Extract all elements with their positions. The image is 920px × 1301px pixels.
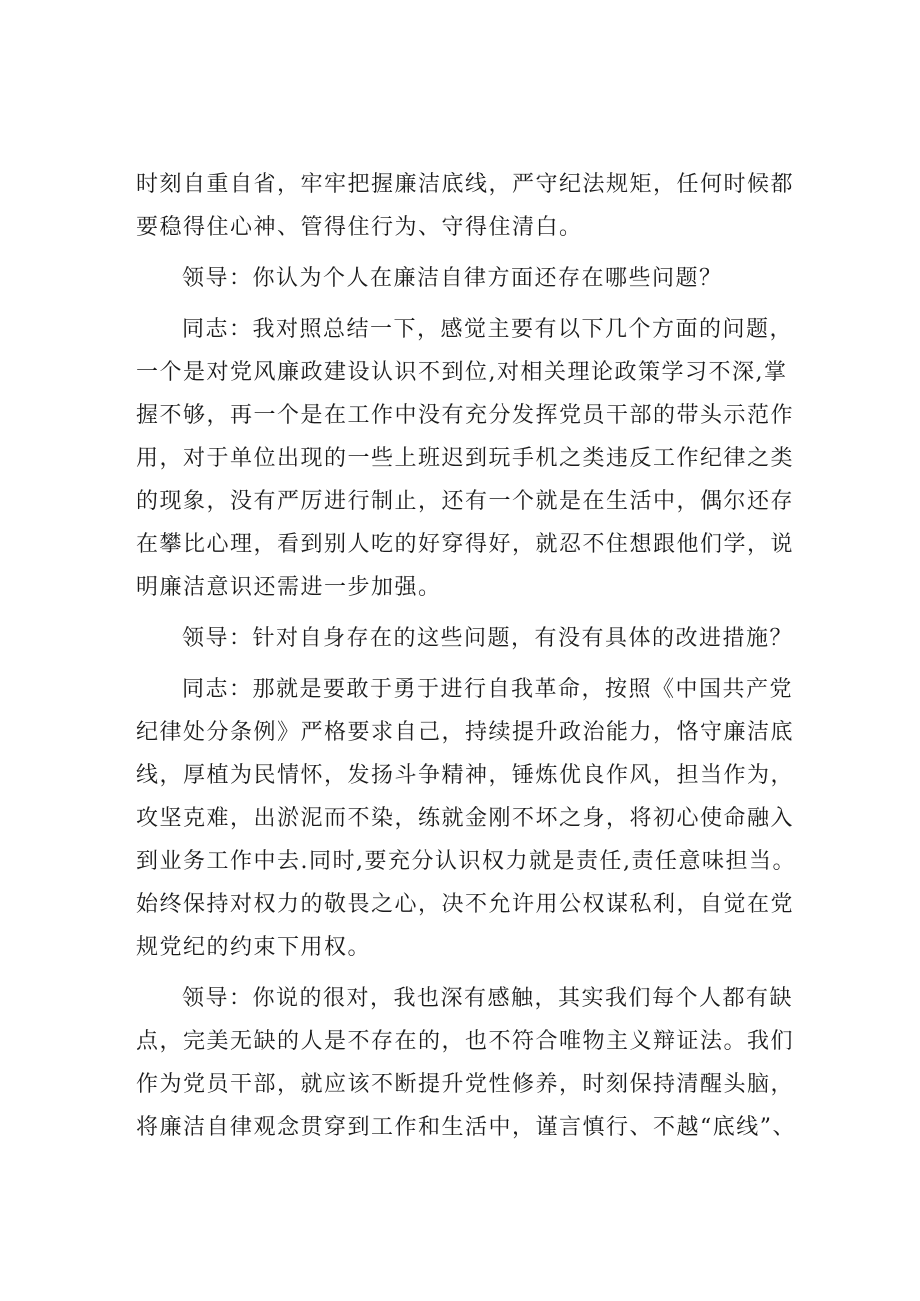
text-line: 点，完美无缺的人是不存在的，也不符合唯物主义辩证法。我们 xyxy=(136,1029,795,1054)
text-line: 领导：针对自身存在的这些问题，有没有具体的改进措施？ xyxy=(182,626,794,651)
text-line: 将廉洁自律观念贯穿到工作和生活中，谨言慎行、不越“底线”、 xyxy=(136,1115,796,1140)
text-line: 要稳得住心神、管得住行为、守得住清白。 xyxy=(136,215,583,240)
paragraph-leader-question-1 xyxy=(136,257,786,300)
text-line: 的现象，没有严厉进行制止，还有一个就是在生活中，偶尔还存 xyxy=(136,489,795,514)
text-line: 时刻自重自省，牢牢把握廉洁底线，严守纪法规矩，任何时候都 xyxy=(136,172,795,197)
text-line: 领导：你认为个人在廉洁自律方面还存在哪些问题？ xyxy=(182,266,723,291)
paragraph-comrade-answer-2 xyxy=(136,668,796,969)
text-line: 到业务工作中去.同时,要充分认识权力就是责任,责任意味担当。 xyxy=(136,849,796,874)
text-line: 作为党员干部，就应该不断提升党性修养，时刻保持清醒头脑， xyxy=(136,1072,795,1097)
document-body xyxy=(136,163,796,1149)
text-line: 一个是对党风廉政建设认识不到位,对相关理论政策学习不深,掌 xyxy=(136,360,788,385)
paragraph-leader-question-2 xyxy=(136,617,794,660)
paragraph-comrade-answer-1 xyxy=(136,308,795,609)
text-line: 在攀比心理，看到别人吃的好穿得好，就忍不住想跟他们学，说 xyxy=(136,532,795,557)
text-line: 领导：你说的很对，我也深有感触，其实我们每个人都有缺 xyxy=(182,986,794,1011)
text-line: 同志：那就是要敢于勇于进行自我革命，按照《中国共产党 xyxy=(182,677,794,702)
text-line: 纪律处分条例》严格要求自己，持续提升政治能力，恪守廉洁底 xyxy=(136,720,795,745)
paragraph-continuation xyxy=(136,163,795,249)
text-line: 规党纪的约束下用权。 xyxy=(136,935,372,960)
text-line: 始终保持对权力的敬畏之心，决不允许用公权谋私利，自觉在党 xyxy=(136,892,795,917)
text-line: 线，厚植为民情怀，发扬斗争精神，锤炼优良作风，担当作为， xyxy=(136,763,795,788)
paragraph-leader-comment xyxy=(136,977,796,1149)
text-line: 同志：我对照总结一下，感觉主要有以下几个方面的问题， xyxy=(182,317,794,342)
text-line: 明廉洁意识还需进一步加强。 xyxy=(136,575,442,600)
text-line: 用，对于单位出现的一些上班迟到玩手机之类违反工作纪律之类 xyxy=(136,446,795,471)
text-line: 握不够，再一个是在工作中没有充分发挥党员干部的带头示范作 xyxy=(136,403,795,428)
text-line: 攻坚克难，出淤泥而不染，练就金刚不坏之身，将初心使命融入 xyxy=(136,806,795,831)
